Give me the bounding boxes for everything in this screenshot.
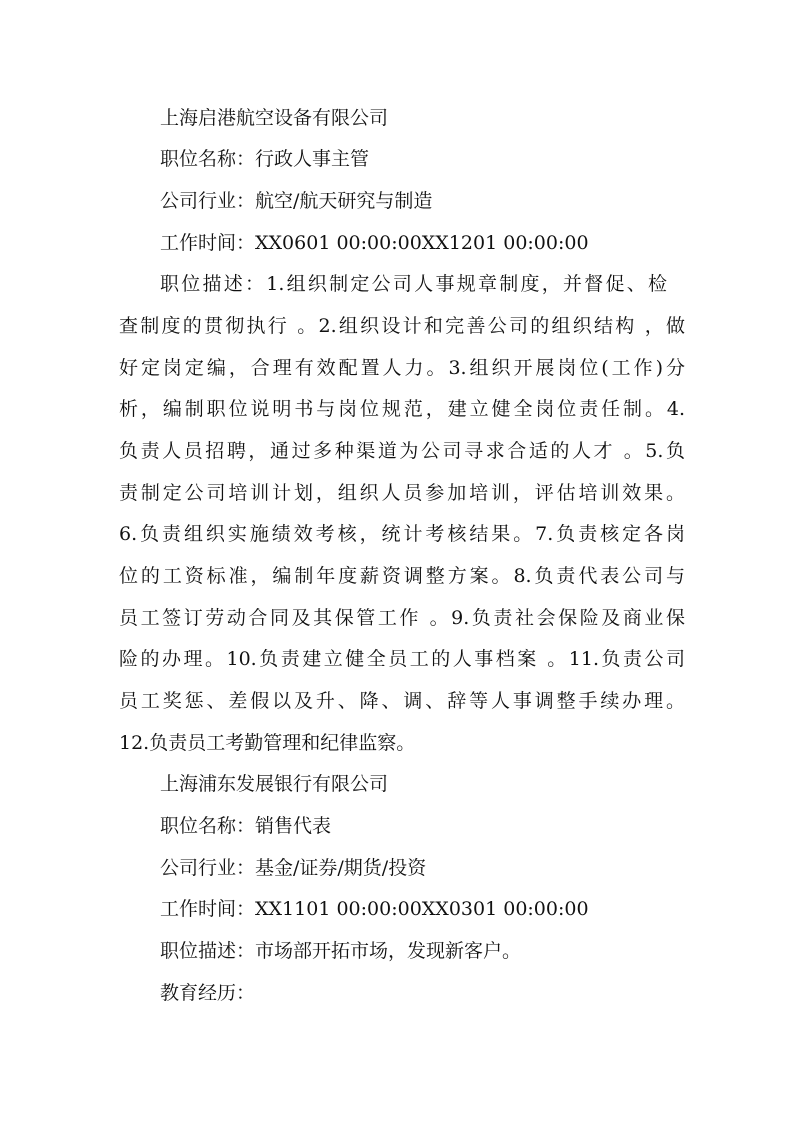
description-line: 职位描述：1.组织制定公司人事规章制度，并督促、检 — [160, 273, 667, 295]
description-line: 险的办理。10.负责建立健全员工的人事档案 。11.负责公司 — [119, 648, 685, 670]
description-line: 析，编制职位说明书与岗位规范，建立健全岗位责任制。4. — [119, 398, 685, 420]
description-line: 员工奖惩、差假以及升、降、调、辞等人事调整手续办理。 — [119, 690, 685, 712]
description-line: 好定岗定编，合理有效配置人力。3.组织开展岗位(工作)分 — [119, 357, 685, 379]
company-name: 上海启港航空设备有限公司 — [160, 107, 389, 129]
work-period: 工作时间：XX0601 00:00:00XX1201 00:00:00 — [160, 232, 589, 254]
description-line: 12.负责员工考勤管理和纪律监察。 — [119, 732, 416, 754]
description-line: 负责人员招聘，通过多种渠道为公司寻求合适的人才 。5.负 — [119, 440, 685, 462]
description-line: 6.负责组织实施绩效考核，统计考核结果。7.负责核定各岗 — [119, 523, 685, 545]
description-line: 员工签订劳动合同及其保管工作 。9.负责社会保险及商业保 — [119, 607, 685, 629]
company-industry: 公司行业：航空/航天研究与制造 — [160, 190, 433, 212]
description-line: 查制度的贯彻执行 。2.组织设计和完善公司的组织结构 ，做 — [119, 315, 685, 337]
description-line: 责制定公司培训计划，组织人员参加培训，评估培训效果。 — [119, 482, 685, 504]
job-description: 职位描述：市场部开拓市场，发现新客户。 — [160, 940, 522, 962]
company-industry: 公司行业：基金/证券/期货/投资 — [160, 857, 427, 879]
education-heading: 教育经历： — [160, 982, 256, 1004]
description-line: 位的工资标准，编制年度薪资调整方案。8.负责代表公司与 — [119, 565, 685, 587]
position-title: 职位名称：行政人事主管 — [160, 148, 370, 170]
position-title: 职位名称：销售代表 — [160, 815, 332, 837]
company-name: 上海浦东发展银行有限公司 — [160, 773, 389, 795]
work-period: 工作时间：XX1101 00:00:00XX0301 00:00:00 — [160, 898, 589, 920]
